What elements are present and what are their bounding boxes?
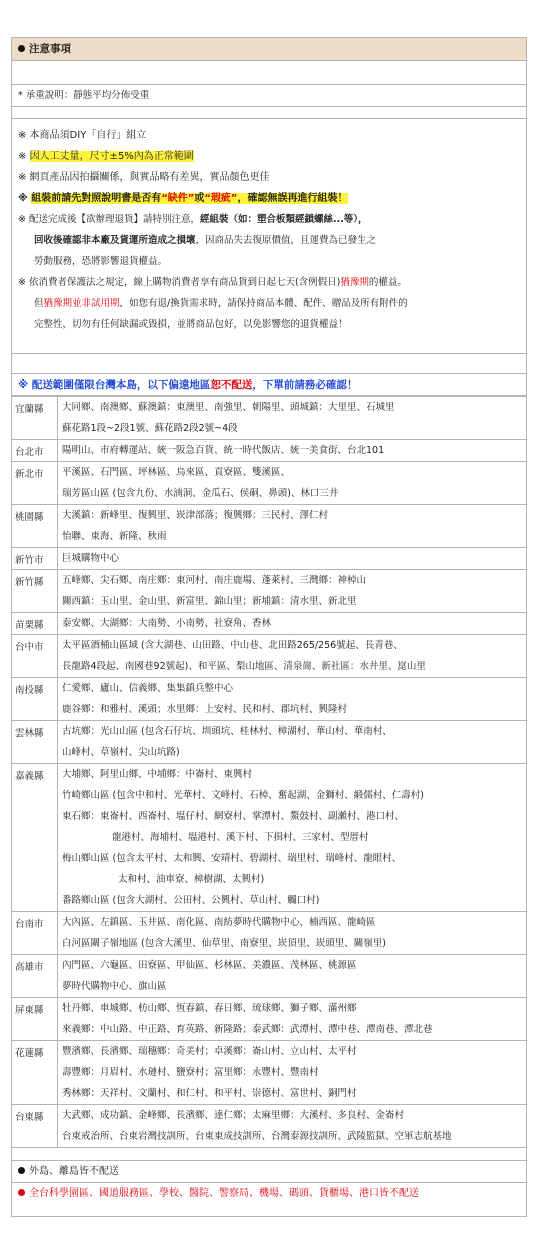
area-name: 高雄市 (12, 955, 58, 997)
area-name: 台北市 (12, 440, 58, 461)
area-details (58, 678, 526, 720)
table-row (12, 547, 526, 569)
area-detail-line: 鹿谷鄉：和雅村、溪頭；水里鄉：上安村、民和村、郡坑村、興隆村 (62, 704, 348, 715)
area-details (58, 721, 526, 763)
notice-return-3: 勞動服務，恐將影響退貨權益。 (34, 256, 168, 267)
area-detail-line: 長龍路4段起、南國巷92號起)、和平區、梨山地區、清泉崗、新社區：水井里、崑山里 (62, 661, 426, 672)
blank-row (12, 1147, 526, 1161)
area-detail-line: 豐濱鄉、長濱鄉、瑞穗鄉：奇美村；卓溪鄉：崙山村、立山村、太平村 (62, 1046, 357, 1057)
area-details (58, 955, 526, 997)
table-row (12, 612, 526, 634)
warranty-note: * 承重說明：靜態平均分佈受重 (12, 85, 526, 107)
area-detail-line: 太和村、油車寮、樟樹湖、太興村) (118, 874, 265, 885)
area-detail-line: 五峰鄉、尖石鄉、南庄鄉：東河村、南庄鹿場、蓬萊村、三灣鄉：神棹山 (62, 575, 367, 586)
area-name: 新北市 (12, 462, 58, 504)
area-detail-line: 牡丹鄉、車城鄉、枋山鄉、恆春鎮、春日鄉、琉球鄉、獅子鄉、滿州鄉 (62, 1003, 357, 1014)
area-detail-line: 平溪區、石門區、坪林區、烏來區、貢寮區、雙溪區、 (62, 467, 291, 478)
notice-size: ※ 因人工丈量，尺寸±5%內為正常範圍 (18, 151, 194, 162)
area-name: 台東縣 (12, 1105, 58, 1147)
notice-list (12, 119, 526, 354)
table-row (12, 1040, 526, 1104)
blank-row (12, 354, 526, 374)
table-row (12, 1104, 526, 1147)
table-row (12, 634, 526, 677)
area-detail-line: 關西鎮：玉山里、金山里、新富里、錦山里；新埔鎮：清水里、新北里 (62, 596, 357, 607)
area-name: 台中市 (12, 635, 58, 677)
footer-islands: 外島、離島皆不配送 (12, 1161, 526, 1183)
area-name: 新竹縣 (12, 570, 58, 612)
area-details (58, 764, 526, 911)
notice-return-1: ※ 配送完成後【欲辦理退貨】請特別注意，經組裝（如：塑合板類經鎖螺絲...等）， (18, 214, 368, 225)
area-details (58, 548, 526, 569)
area-name: 宜蘭縣 (12, 397, 58, 439)
area-name: 南投縣 (12, 678, 58, 720)
notice-header (12, 38, 526, 61)
area-detail-line: 壽豐鄉：月眉村、水璉村、鹽寮村；富里鄉：永豐村、豐南村 (62, 1067, 319, 1078)
area-detail-line: 泰安鄉、大湖鄉：大南勢、小南勢、社寮角、香林 (62, 618, 272, 629)
notice-return-2: 回收後確認非本廠及貨運所造成之損壞，因商品失去復原價值，且運費為已發生之 (34, 235, 377, 246)
notice-title: 注意事項 (29, 43, 71, 55)
area-detail-line: 白河區關子嶺地區 (包含大溪里、仙草里、南寮里、崁頂里、崁頭里、關嶺里) (62, 938, 386, 949)
area-detail-line: 梅山鄉山區 (包含太平村、太和興、安靖村、碧湖村、瑞里村、瑞峰村、龍眼村、 (62, 853, 402, 864)
notice-law-2: 但猶豫期並非試用期，如您有退/換貨需求時，請保持商品本體、配件、贈品及所有附件的 (34, 298, 408, 309)
area-detail-line: 秀林鄉：天祥村、文蘭村、和仁村、和平村、崇德村、富世村、銅門村 (62, 1088, 357, 1099)
area-detail-line: 大溪鎮：新峰里、復興里、崁津部落；復興鄉：三民村、澤仁村 (62, 510, 329, 521)
area-name: 桃園縣 (12, 505, 58, 547)
area-name: 雲林縣 (12, 721, 58, 763)
notice-law-3: 完整性，切勿有任何缺漏或毀損，並將商品包好，以免影響您的退貨權益！ (34, 319, 348, 330)
area-detail-line: 番路鄉山區 (包含大湖村、公田村、公興村、草山村、觸口村) (62, 895, 320, 906)
remote-area-table (12, 396, 526, 1147)
blank-row (12, 107, 526, 119)
notice-color: ※ 網頁產品因拍攝關係，與實品略有差異，實品顏色更佳 (18, 172, 270, 183)
notice-check-parts: ※ 組裝前請先對照說明書是否有“缺件”或“瑕疵”，確認無誤再進行組裝！ (18, 193, 348, 204)
area-details (58, 505, 526, 547)
area-details (58, 998, 526, 1040)
area-detail-line: 怡聯、東海、新隆、秋雨 (62, 531, 167, 542)
area-detail-line: 太平區酒桶山區域 (含大湖巷、山田路、中山巷、北田路265/256號起、長青巷、 (62, 640, 403, 651)
footer-facilities: 全台科學園區、國道服務區、學校、醫院、警察局、機場、碼頭、貨櫃場、港口皆不配送 (12, 1183, 526, 1205)
area-detail-line: 巨城購物中心 (62, 553, 120, 564)
area-detail-line: 內門區、六龜區、田寮區、甲仙區、杉林區、美濃區、茂林區、桃源區 (62, 960, 357, 971)
area-name: 苗栗縣 (12, 613, 58, 634)
area-details (58, 1105, 526, 1147)
area-detail-line: 大武鄉、成功鎮、金峰鄉、長濱鄉、達仁鄉；太麻里鄉：大溪村、多良村、金崙村 (62, 1110, 405, 1121)
area-detail-line: 來義鄉：中山路、中正路、育英路、新隆路；泰武鄉：武潭村、潭中巷、潭南巷、潭北巷 (62, 1024, 433, 1035)
area-detail-line: 仁愛鄉、廬山、信義鄉、集集鎮兵整中心 (62, 683, 234, 694)
area-name: 台南市 (12, 912, 58, 954)
area-details (58, 440, 526, 461)
table-row (12, 720, 526, 763)
area-detail-line: 大埔鄉、阿里山鄉、中埔鄉：中崙村、東興村 (62, 769, 253, 780)
notice-law-1: ※ 依消費者保護法之規定，線上購物消費者享有商品貨到日起七天(含例假日)猶豫期的權益。 (18, 277, 407, 288)
table-row (12, 569, 526, 612)
area-detail-line: 台東戒治所、台東岩灣技訓所、台東東成技訓所、台灣泰源技訓所、武陵監獄、空軍志航基地 (62, 1131, 452, 1142)
notice-diy: ※ 本商品須DIY「自行」組立 (18, 130, 147, 141)
area-detail-line: 大同鄉、南澳鄉、蘇澳鎮：東澳里、南強里、朝陽里、頭城鎮：大里里、石城里 (62, 402, 395, 413)
blank-row (12, 61, 526, 85)
notice-panel (11, 37, 527, 1217)
area-detail-line: 大內區、左鎮區、玉井區、南化區、南紡夢時代購物中心、楠西區、龍崎區 (62, 917, 376, 928)
area-detail-line: 夢時代購物中心、旗山區 (62, 981, 167, 992)
table-row (12, 763, 526, 911)
area-detail-line: 陽明山、市府轉運站、統一阪急百貨、統一時代飯店、統一美食街、台北101 (62, 445, 385, 456)
area-details (58, 635, 526, 677)
table-row (12, 396, 526, 439)
area-name: 屏東縣 (12, 998, 58, 1040)
area-detail-line: 瑞芳區山區 (包含九份、水湳洞、金瓜石、侯硐、鼻頭)、林口三井 (62, 488, 339, 499)
area-details (58, 1041, 526, 1104)
table-row (12, 997, 526, 1040)
area-detail-line: 東石鄉：東崙村、西崙村、塭仔村、網寮村、掌潭村、鰲鼓村、副瀨村、港口村、 (62, 811, 405, 822)
area-detail-line: 山峰村、草嶺村、尖山坑路) (62, 747, 180, 758)
table-row (12, 504, 526, 547)
area-detail-line: 竹崎鄉山區 (包含中和村、光華村、文峰村、石棹、奮起湖、金獅村、緞儒村、仁壽村) (62, 790, 424, 801)
delivery-title: ※ 配送範圍僅限台灣本島，以下偏遠地區恕不配送，下單前請務必確認！ (12, 374, 526, 396)
area-detail-line: 蘇花路1段~2段1號、蘇花路2段2號~4段 (62, 423, 238, 434)
area-details (58, 462, 526, 504)
area-name: 嘉義縣 (12, 764, 58, 911)
area-name: 花蓮縣 (12, 1041, 58, 1104)
red-bullet-icon (18, 1189, 25, 1196)
area-details (58, 570, 526, 612)
area-details (58, 397, 526, 439)
area-details (58, 912, 526, 954)
bullet-icon (18, 45, 25, 52)
table-row (12, 677, 526, 720)
table-row (12, 954, 526, 997)
table-row (12, 439, 526, 461)
area-detail-line: 龍港村、海埔村、塭港村、溪下村、下揖村、三家村、型厝村 (112, 832, 369, 843)
area-detail-line: 古坑鄉：光山山區 (包含石仔坑、圳頭坑、桂林村、樟湖村、華山村、華南村、 (62, 726, 392, 737)
area-details (58, 613, 526, 634)
table-row (12, 911, 526, 954)
bullet-icon (18, 1167, 25, 1174)
table-row (12, 461, 526, 504)
area-name: 新竹市 (12, 548, 58, 569)
